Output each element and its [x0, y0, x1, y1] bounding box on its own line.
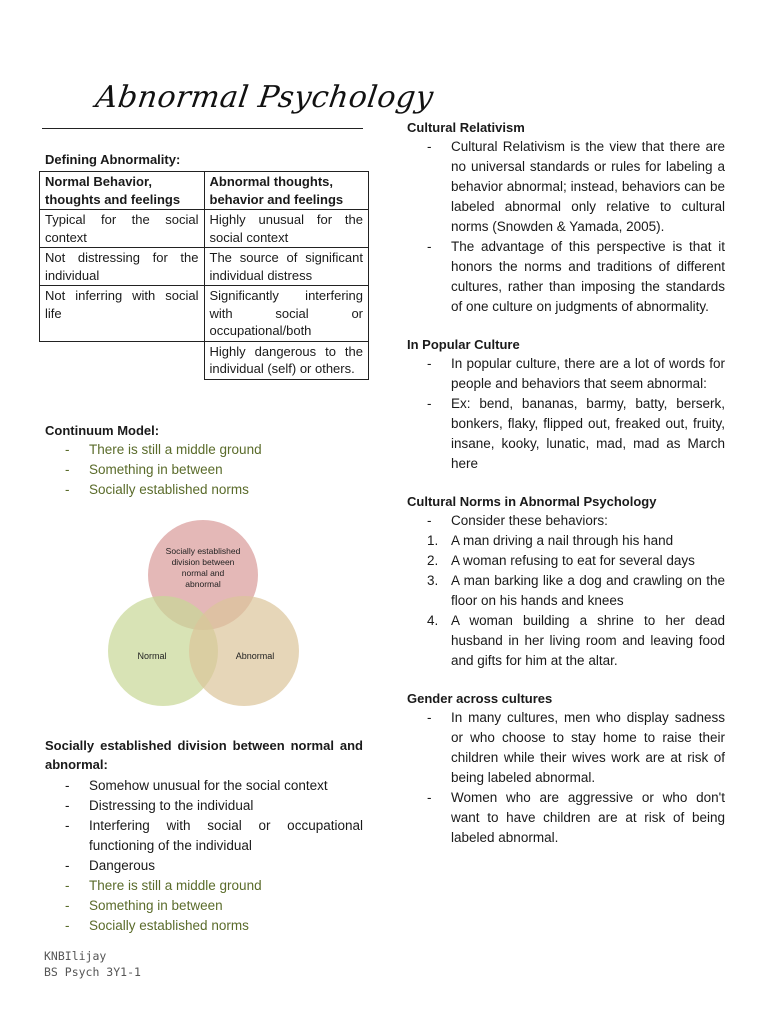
footer	[44, 948, 141, 980]
cell: Not distressing for the individual	[40, 248, 205, 286]
list-item: - Interfering with social or occupational functioning of the individual	[65, 818, 363, 853]
list-item: - Socially established norms	[65, 482, 249, 497]
title-divider	[42, 128, 363, 129]
table-row	[40, 286, 369, 342]
norms-heading: Cultural Norms in Abnormal Psychology	[407, 494, 657, 509]
cell-empty	[40, 341, 205, 379]
list-item: - Socially established norms	[65, 918, 249, 933]
header-normal: Normal Behavior, thoughts and feelings	[40, 172, 205, 210]
venn-diagram	[105, 518, 305, 708]
table-row	[40, 210, 369, 248]
footer-author: KNBIlijay	[44, 949, 107, 963]
gender-list	[407, 708, 725, 848]
venn-right-label: Abnormal	[235, 651, 275, 661]
footer-course: BS Psych 3Y1-1	[44, 965, 141, 979]
cell: Not inferring with social life	[40, 286, 205, 342]
table-row	[40, 248, 369, 286]
list-item: - Cultural Relativism is the view that there are no universal standards or rules for labeling a behavior abnormal; instead, behaviors can be labeled abnormal only relative to cultural norms (Snowden & Yamada, 2005).	[427, 139, 725, 234]
page-title: Abnormal Psychology	[93, 80, 436, 115]
list-item: 2. A woman refusing to eat for several days	[427, 553, 695, 568]
cell: Typical for the social context	[40, 210, 205, 248]
list-item: - In many cultures, men who display sadness or who choose to stay home to raise their children while their wives work are at risk of being labeled abnormal.	[427, 710, 725, 785]
division-heading: Socially established division between normal and abnormal:	[45, 738, 363, 772]
list-item: - Dangerous	[65, 858, 156, 873]
continuum-list	[45, 440, 365, 500]
list-item: 3. A man barking like a dog and crawling on the floor on his hands and knees	[427, 573, 725, 608]
venn-top-label-4: abnormal	[185, 579, 221, 589]
list-item: - There is still a middle ground	[65, 442, 262, 457]
table-row	[40, 341, 369, 379]
header-abnormal: Abnormal thoughts, behavior and feelings	[204, 172, 369, 210]
relativism-list	[407, 137, 725, 317]
list-item: - The advantage of this perspective is that it honors the norms and traditions of different cultures, rather than imposing the standards of one culture on judgments of abnormality.	[427, 239, 725, 314]
list-item: - In popular culture, there are a lot of words for people and behaviors that seem abnormal:	[427, 356, 725, 391]
cell: Significantly interfering with social or occupational/both	[204, 286, 369, 342]
popular-list	[407, 354, 725, 474]
division-section	[45, 736, 363, 936]
cell: The source of significant individual distress	[204, 248, 369, 286]
list-item: 4. A woman building a shrine to her dead husband in her living room and leaving food and gifts for him at the altar.	[427, 613, 725, 668]
venn-left-label: Normal	[137, 651, 167, 661]
list-item: 1. A man driving a nail through his hand	[427, 533, 674, 548]
venn-top-label-2: division between	[171, 557, 235, 567]
defining-heading: Defining Abnormality:	[45, 152, 181, 167]
continuum-heading: Continuum Model:	[45, 423, 160, 438]
table-header-row	[40, 172, 369, 210]
venn-top-label-1: Socially established	[165, 546, 241, 556]
popular-heading: In Popular Culture	[407, 337, 520, 352]
gender-heading: Gender across cultures	[407, 691, 553, 706]
list-item: - Somehow unusual for the social context	[65, 778, 328, 793]
venn-top-label-3: normal and	[181, 568, 225, 578]
right-column	[407, 120, 725, 848]
list-item: - Women who are aggressive or who don't want to have children are at risk of being labeled abnormal.	[427, 790, 725, 845]
norms-list	[407, 511, 725, 671]
cell: Highly unusual for the social context	[204, 210, 369, 248]
list-item: - Consider these behaviors:	[427, 513, 608, 528]
list-item: - Something in between	[65, 898, 223, 913]
list-item: - Something in between	[65, 462, 223, 477]
list-item: - Ex: bend, bananas, barmy, batty, berserk, bonkers, flaky, flipped out, freaked out, fruity, insane, kooky, lunatic, mad, mad as March here	[427, 396, 725, 471]
list-item: - Distressing to the individual	[65, 798, 254, 813]
relativism-heading: Cultural Relativism	[407, 120, 525, 135]
list-item: - There is still a middle ground	[65, 878, 262, 893]
division-list	[45, 776, 363, 936]
continuum-section	[45, 423, 365, 500]
abnormality-table	[39, 171, 369, 380]
cell: Highly dangerous to the individual (self) or others.	[204, 341, 369, 379]
